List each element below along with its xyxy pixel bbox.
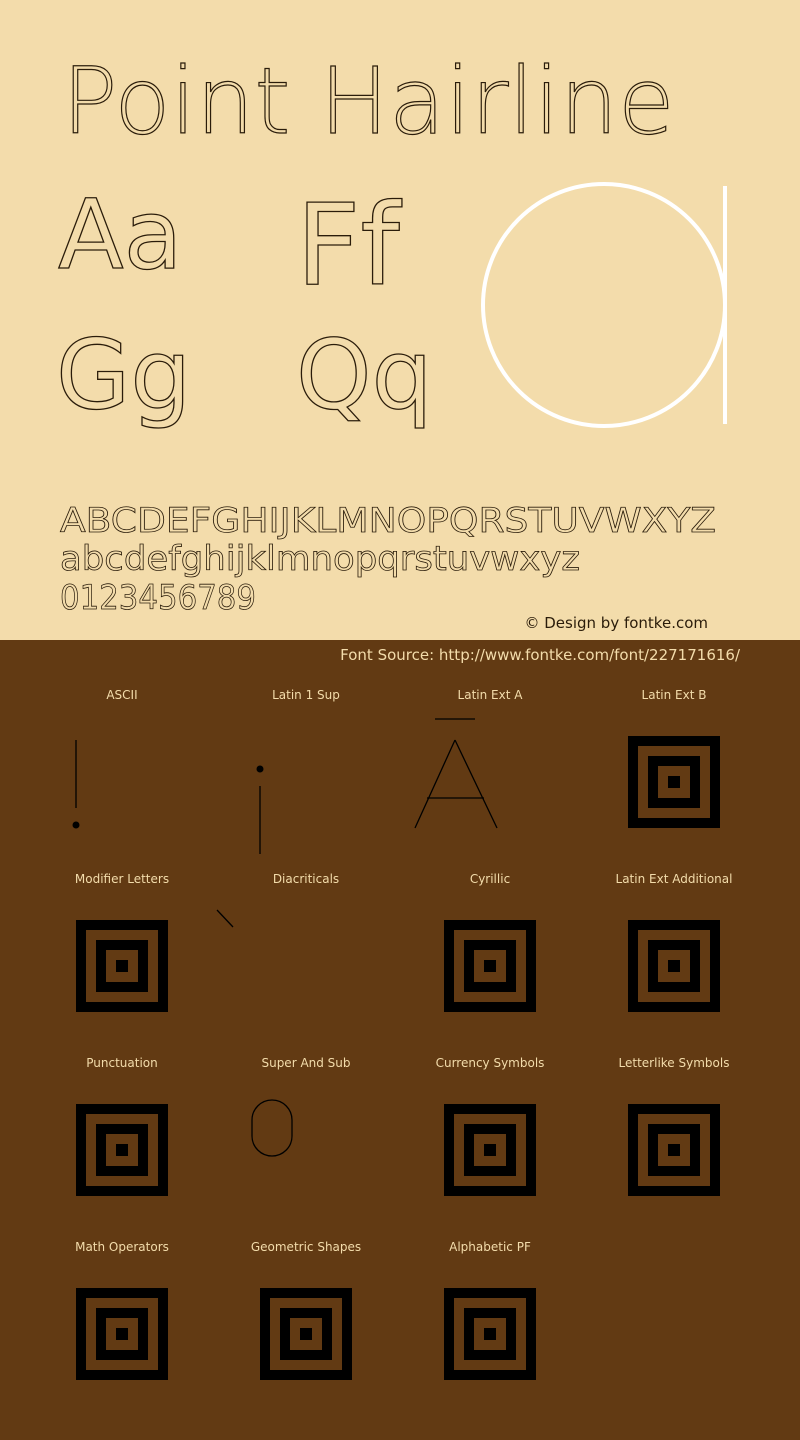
block-cell xyxy=(30,1056,214,1240)
sample-pair-qq: Qq xyxy=(296,319,433,431)
block-label: Latin Ext Additional xyxy=(615,872,733,886)
lowercase-line: abcdefghijklmnopqrstuvwxyz xyxy=(60,539,580,579)
block-label: Super And Sub xyxy=(261,1056,351,1070)
block-cell xyxy=(214,1056,398,1240)
specimen-panel xyxy=(0,0,800,640)
block-cell xyxy=(582,872,766,1056)
specimen-canvas xyxy=(0,0,800,640)
block-cell xyxy=(214,688,398,872)
glyph-exclamation xyxy=(30,688,214,872)
missing-glyph-box-icon xyxy=(30,872,214,1056)
block-label: Punctuation xyxy=(86,1056,158,1070)
missing-glyph-box-icon xyxy=(582,1056,766,1240)
glyph-a-macron xyxy=(398,688,582,872)
block-label: Latin 1 Sup xyxy=(272,688,340,702)
missing-glyph-box-icon xyxy=(398,1056,582,1240)
uppercase-line: ABCDEFGHIJKLMNOPQRSTUVWXYZ xyxy=(60,501,716,541)
font-source-link[interactable]: Font Source: http://www.fontke.com/font/227171616/ xyxy=(340,646,740,664)
block-cell xyxy=(30,688,214,872)
block-cell xyxy=(398,1240,582,1424)
block-cell xyxy=(398,1056,582,1240)
missing-glyph-box-icon xyxy=(398,872,582,1056)
block-label: Latin Ext B xyxy=(641,688,707,702)
block-cell xyxy=(30,872,214,1056)
sample-pair-gg: Gg xyxy=(56,319,192,431)
glyph-superscript-zero xyxy=(214,1056,398,1240)
block-label: Currency Symbols xyxy=(435,1056,545,1070)
sample-pair-ff: Ff xyxy=(296,181,400,311)
missing-glyph-box-icon xyxy=(30,1240,214,1424)
block-label: ASCII xyxy=(106,688,138,702)
block-cell xyxy=(214,872,398,1056)
font-title: Point Hairline xyxy=(62,48,675,155)
block-label: Math Operators xyxy=(75,1240,169,1254)
block-label: Diacriticals xyxy=(272,872,340,886)
digits-line: 0123456789 xyxy=(60,578,256,618)
missing-glyph-box-icon xyxy=(582,688,766,872)
unicode-blocks-panel xyxy=(0,640,800,1440)
credit-text: © Design by fontke.com xyxy=(524,614,708,632)
block-cell xyxy=(214,1240,398,1424)
block-label: Modifier Letters xyxy=(74,872,170,886)
missing-glyph-box-icon xyxy=(214,1240,398,1424)
block-cell xyxy=(398,688,582,872)
block-label: Cyrillic xyxy=(469,872,511,886)
big-glyph-a xyxy=(483,184,725,426)
missing-glyph-box-icon xyxy=(30,1056,214,1240)
glyph-inverted-exclamation xyxy=(214,688,398,872)
block-label: Letterlike Symbols xyxy=(618,1056,730,1070)
glyph-grave-accent xyxy=(214,872,398,1056)
block-cell xyxy=(30,1240,214,1424)
block-label: Latin Ext A xyxy=(457,688,523,702)
missing-glyph-box-icon xyxy=(582,872,766,1056)
block-label: Geometric Shapes xyxy=(250,1240,362,1254)
block-cell xyxy=(398,872,582,1056)
block-cell xyxy=(582,1056,766,1240)
sample-pair-aa: Aa xyxy=(58,179,183,291)
block-cell xyxy=(582,688,766,872)
missing-glyph-box-icon xyxy=(398,1240,582,1424)
block-label: Alphabetic PF xyxy=(449,1240,531,1254)
